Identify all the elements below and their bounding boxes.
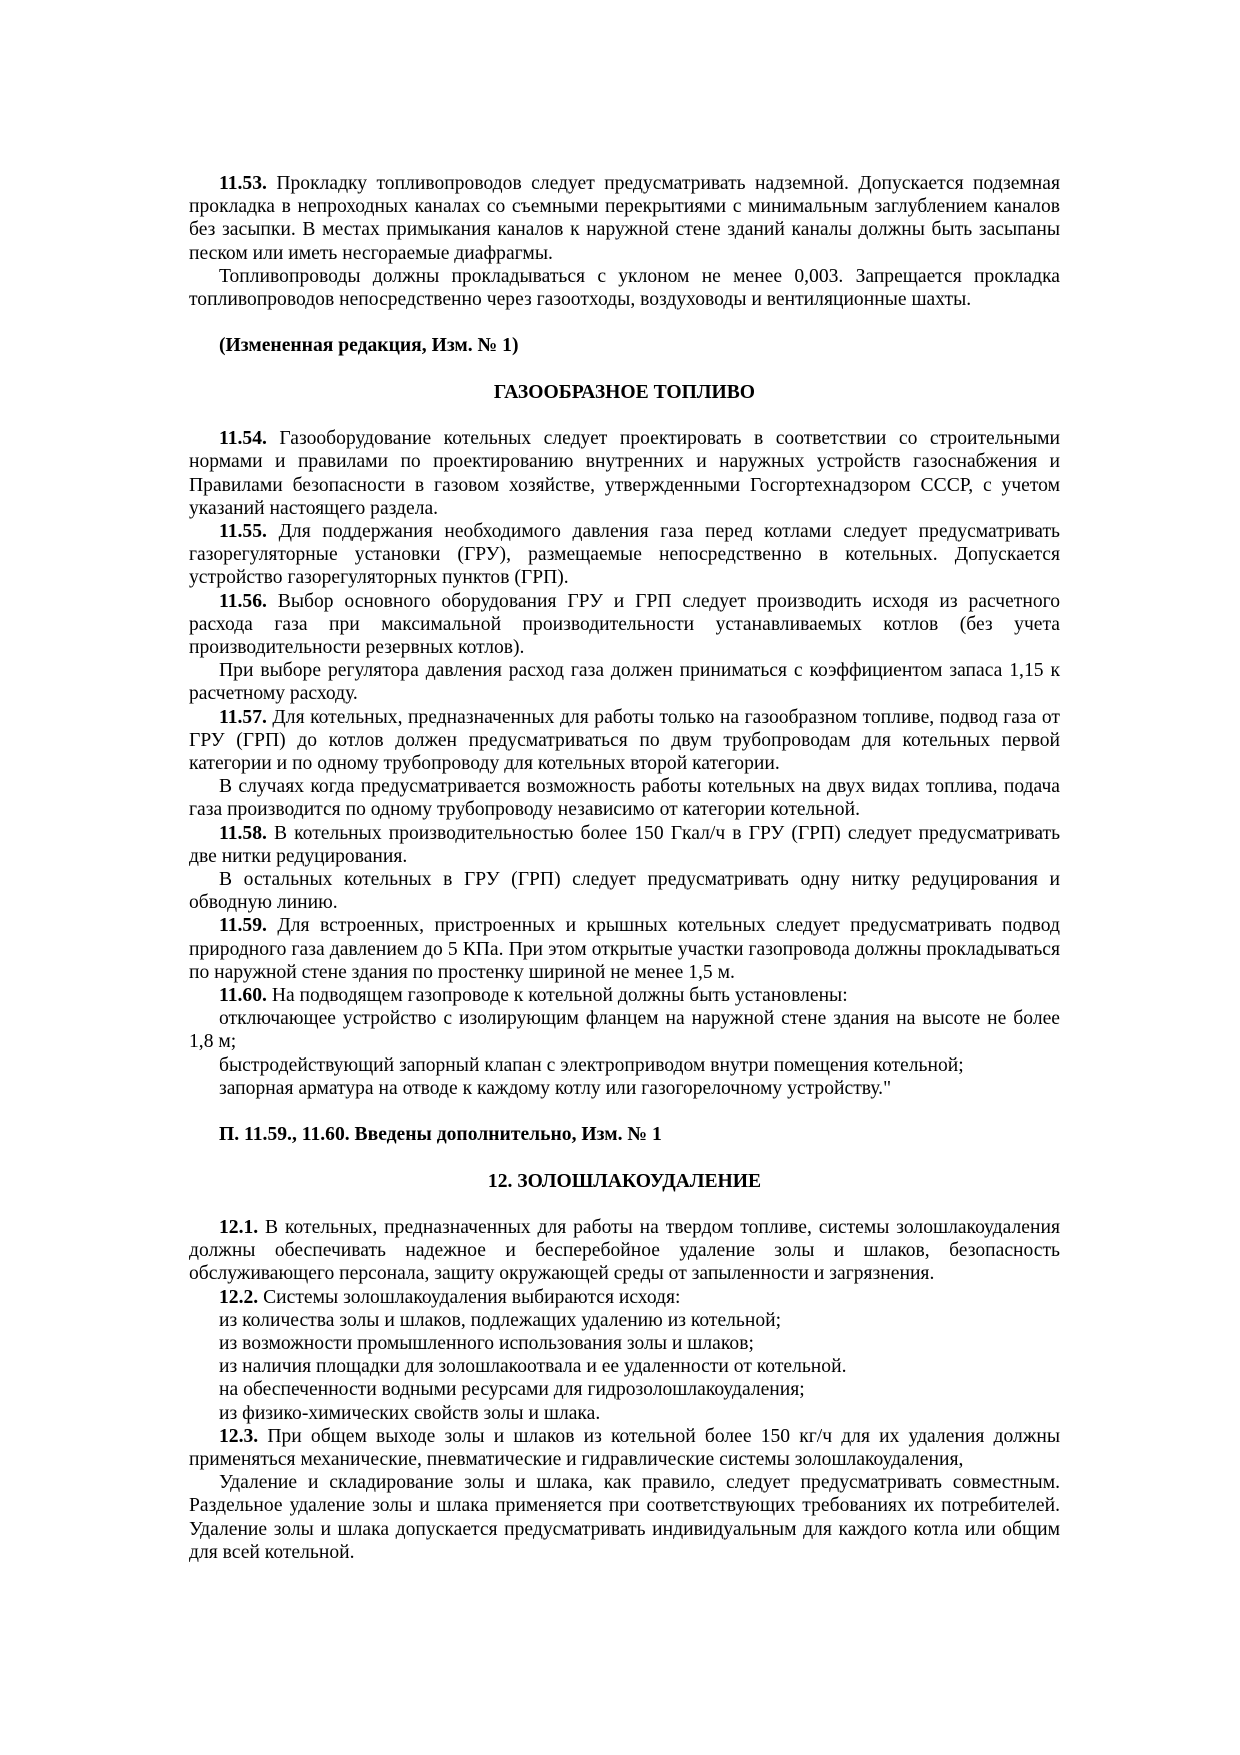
list-item: из наличия площадки для золошлакоотвала и ее удаленности от котельной. (219, 1356, 847, 1378)
list-item: быстродействующий запорный клапан с электроприводом внутри помещения котельной; (219, 1054, 964, 1076)
spacer (189, 311, 1060, 334)
list-item: из количества золы и шлаков, подлежащих удалению из котельной; (219, 1309, 782, 1331)
clause-number: 11.53. (219, 173, 267, 194)
paragraph-12-2 (189, 1286, 1060, 1309)
paragraph-11-58 (189, 822, 1060, 868)
paragraph-11-53 (189, 172, 1060, 265)
paragraph-11-57-cont: В случаях когда предусматривается возможность работы котельных на двух видах топлива, подача газа производится по одному трубопроводу независимо от категории котельной. (189, 776, 1060, 821)
clause-text: Для поддержания необходимого давления газа перед котлами следует предусматривать газорегуляторные установки (ГРУ), размещаемые непосредственно в котельных. Допускается устройство газорегуляторных пунктов (ГРП). (189, 521, 1060, 589)
clause-text: При общем выходе золы и шлаков из котельной более 150 кг/ч для их удаления должны применяться механические, пневматические и гидравлические системы золошлакоудаления, (189, 1425, 1060, 1471)
paragraph-11-54 (189, 427, 1060, 520)
clause-text: Для котельных, предназначенных для работы только на газообразном топливе, подвод газа от ГРУ (ГРП) до котлов должен предусматриваться по двум трубопроводам для котельных первой категории и по одному трубопроводу для котельных второй категории. (189, 706, 1060, 775)
clause-text: Системы золошлакоудаления выбираются исходя: (263, 1286, 681, 1308)
spacer (189, 1193, 1060, 1216)
section-heading-ash: 12. ЗОЛОШЛАКОУДАЛЕНИЕ (487, 1170, 762, 1192)
clause-text: Газооборудование котельных следует проектировать в соответствии со строительными нормами и правилами по проектированию внутренних и наружных устройств газоснабжения и Правилами безопасности в газовом хозяйстве, утвержденными Госгортехнадзором СССР, с учетом указаний настоящего раздела. (189, 428, 1061, 519)
clause-number: 11.56. (219, 590, 267, 612)
paragraph-11-57 (189, 706, 1060, 776)
clause-text: Прокладку топливопроводов следует предусматривать надземной. Допускается подземная прокладка в непроходных каналах со съемными перекрытиями с минимальным заглублением каналов без засыпки. В местах примыкания каналов к наружной стене зданий каналы должны быть засыпаны песком или иметь несгораемые диафрагмы. (189, 173, 1060, 264)
clause-text: В котельных производительностью более 150 Гкал/ч в ГРУ (ГРП) следует предусматривать две нитки редуцирования. (189, 822, 1061, 867)
clause-number: 12.2. (219, 1286, 259, 1308)
spacer (189, 1100, 1060, 1123)
paragraph-11-56-cont: При выборе регулятора давления расход газа должен приниматься с коэффициентом запаса 1,15 к расчетному расходу. (189, 660, 1060, 705)
list-item: из физико-химических свойств золы и шлака. (219, 1402, 601, 1424)
clause-text: Выбор основного оборудования ГРУ и ГРП следует производить исходя из расчетного расхода газа при максимальной производительности устанавливаемых котлов (без учета производительности резервных котлов). (189, 590, 1060, 659)
clause-text: Для встроенных, пристроенных и крышных котельных следует предусматривать подвод природного газа давлением до 5 КПа. При этом открытые участки газопровода должны прокладываться по наружной стене здания по простенку шириной не менее 1,5 м. (189, 915, 1060, 983)
list-item: на обеспеченности водными ресурсами для гидрозолошлакоудаления; (219, 1379, 805, 1401)
amendment-note: (Измененная редакция, Изм. № 1) (219, 335, 519, 357)
spacer (189, 1146, 1060, 1169)
list-item: запорная арматура на отводе к каждому котлу или газогорелочному устройству." (219, 1077, 892, 1099)
paragraph-12-1 (189, 1216, 1060, 1286)
clause-text: В котельных, предназначенных для работы на твердом топливе, системы золошлакоудаления должны обеспечивать надежное и бесперебойное удаление золы и шлаков, безопасность обслуживающего персонала, защиту окружающей среды от запыленности и загрязнения. (189, 1217, 1060, 1285)
amendment-note: П. 11.59., 11.60. Введены дополнительно, Изм. № 1 (219, 1124, 662, 1146)
document-page (189, 172, 1060, 1564)
paragraph-12-3 (189, 1425, 1060, 1471)
paragraph-11-58-cont: В остальных котельных в ГРУ (ГРП) следует предусматривать одну нитку редуцирования и обводную линию. (189, 869, 1060, 914)
list-item: из возможности промышленного использования золы и шлаков; (219, 1333, 754, 1355)
section-heading-gas: ГАЗООБРАЗНОЕ ТОПЛИВО (493, 381, 756, 403)
spacer (189, 358, 1060, 381)
list-item: отключающее устройство с изолирующим фланцем на наружной стене здания на высоте не более 1,8 м; (189, 1008, 1060, 1053)
clause-number: 11.60. (219, 985, 267, 1007)
paragraph-11-55 (189, 520, 1060, 590)
clause-number: 11.55. (219, 521, 267, 542)
clause-number: 11.59. (219, 915, 267, 937)
clause-number: 11.58. (219, 822, 267, 844)
paragraph-11-60 (189, 984, 1060, 1007)
clause-number: 12.1. (219, 1217, 259, 1239)
clause-text: На подводящем газопроводе к котельной должны быть установлены: (271, 985, 848, 1007)
spacer (189, 404, 1060, 427)
paragraph-12-3-cont: Удаление и складирование золы и шлака, как правило, следует предусматривать совместным. Раздельное удаление золы и шлака применяется при соответствующих требованиях их потребителей. Удаление золы и шлака допускается предусматривать индивидуальным для каждого котла или общим для всей котельной. (189, 1472, 1060, 1563)
clause-number: 12.3. (219, 1425, 259, 1447)
clause-number: 11.57. (219, 706, 267, 728)
paragraph-11-59 (189, 914, 1060, 984)
paragraph-11-56 (189, 590, 1060, 660)
clause-number: 11.54. (219, 428, 267, 450)
paragraph-11-53-cont: Топливопроводы должны прокладываться с уклоном не менее 0,003. Запрещается прокладка топливопроводов непосредственно через газоотходы, воздуховоды и вентиляционные шахты. (189, 265, 1060, 311)
